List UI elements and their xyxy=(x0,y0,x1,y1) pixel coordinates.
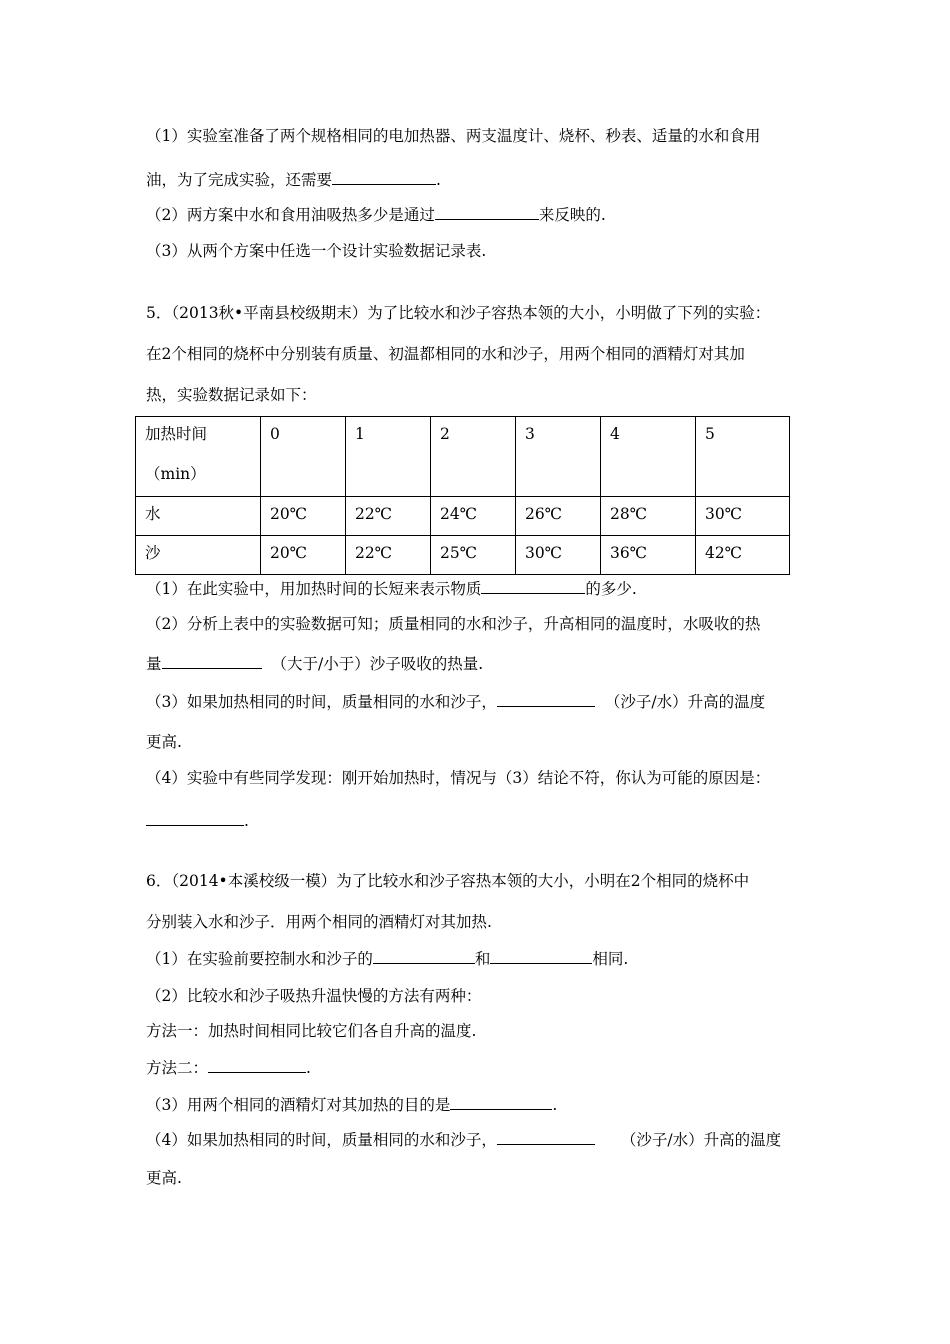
row-label: 沙 xyxy=(136,536,261,575)
table-cell: 26℃ xyxy=(516,497,601,536)
q5-sub1-text: （1）在此实验中，用加热时间的长短来表示物质 xyxy=(146,580,482,598)
time-cell: 4 xyxy=(601,417,696,497)
q6-method2-end: . xyxy=(306,1059,311,1077)
q5-sub4-line1: （4）实验中有些同学发现：刚开始加热时，情况与（3）结论不符，你认为可能的原因是： xyxy=(146,769,771,787)
q5-sub2-line2 xyxy=(146,652,483,675)
table-row xyxy=(136,497,790,536)
q6-sub3-end: . xyxy=(552,1096,558,1114)
table-row xyxy=(136,536,790,575)
q5-sub3-line2: 更高. xyxy=(146,733,182,751)
answer-blank[interactable] xyxy=(490,947,592,964)
q5-sub2-end: （大于/小于）沙子吸收的热量. xyxy=(271,655,484,673)
q6-sub3-text: （3）用两个相同的酒精灯对其加热的目的是 xyxy=(146,1096,451,1114)
q5-sub3-end: （沙子/水）升高的温度 xyxy=(604,693,766,711)
table-cell: 30℃ xyxy=(696,497,790,536)
q5-stem-line1: 5．（2013秋•平南县校级期末）为了比较水和沙子容热本领的大小，小明做了下列的实验： xyxy=(146,304,771,322)
q6-sub4-line2: 更高. xyxy=(146,1169,182,1187)
q4-part3: （3）从两个方案中任选一个设计实验数据记录表. xyxy=(146,242,487,260)
answer-blank[interactable] xyxy=(208,1056,306,1073)
q5-stem-line3: 热，实验数据记录如下： xyxy=(146,386,317,404)
time-cell: 2 xyxy=(431,417,516,497)
header-unit: （min） xyxy=(145,465,206,483)
q4-part1-text: 油，为了完成实验，还需要 xyxy=(146,171,333,189)
table-cell: 20℃ xyxy=(261,497,346,536)
q5-sub4-end: . xyxy=(244,812,249,830)
q6-sub1-text: （1）在实验前要控制水和沙子的 xyxy=(146,950,373,968)
table-cell: 30℃ xyxy=(516,536,601,575)
q5-sub1 xyxy=(146,577,637,600)
table-cell: 22℃ xyxy=(346,497,431,536)
q5-sub1-end: 的多少. xyxy=(585,580,637,598)
table-cell: 42℃ xyxy=(696,536,790,575)
q6-sub4-line1 xyxy=(146,1128,781,1151)
answer-blank[interactable] xyxy=(450,1093,552,1110)
table-header-row xyxy=(136,417,790,497)
table-cell: 28℃ xyxy=(601,497,696,536)
table-cell: 25℃ xyxy=(431,536,516,575)
data-table xyxy=(135,416,790,575)
table-cell: 22℃ xyxy=(346,536,431,575)
answer-blank[interactable] xyxy=(146,809,244,826)
time-cell: 0 xyxy=(261,417,346,497)
q4-part1-line2 xyxy=(146,168,441,191)
q6-sub4-end: （沙子/水）升高的温度 xyxy=(620,1131,782,1149)
answer-blank[interactable] xyxy=(332,168,436,185)
answer-blank[interactable] xyxy=(162,652,262,669)
header-label: 加热时间 xyxy=(145,425,208,443)
table-cell: 24℃ xyxy=(431,497,516,536)
q6-method2-text: 方法二： xyxy=(146,1059,209,1077)
q6-stem-line2: 分别装入水和沙子．用两个相同的酒精灯对其加热. xyxy=(146,913,492,931)
q4-part1-end: . xyxy=(436,171,441,189)
answer-blank[interactable] xyxy=(497,690,595,707)
q6-sub4-text: （4）如果加热相同的时间，质量相同的水和沙子， xyxy=(146,1131,497,1149)
answer-blank[interactable] xyxy=(497,1128,595,1145)
header-cell xyxy=(136,417,261,497)
row-label: 水 xyxy=(136,497,261,536)
time-cell: 5 xyxy=(696,417,790,497)
q5-sub4-line2 xyxy=(146,809,249,832)
q6-sub2: （2）比较水和沙子吸热升温快慢的方法有两种： xyxy=(146,987,482,1005)
q6-sub1 xyxy=(146,947,628,970)
q6-method2 xyxy=(146,1056,311,1079)
q6-method1: 方法一：加热时间相同比较它们各自升高的温度. xyxy=(146,1022,477,1040)
q5-sub2-line1: （2）分析上表中的实验数据可知；质量相同的水和沙子，升高相同的温度时，水吸收的热 xyxy=(146,615,761,633)
q4-part2 xyxy=(146,203,606,226)
table-cell: 36℃ xyxy=(601,536,696,575)
answer-blank[interactable] xyxy=(435,203,539,220)
q6-sub3 xyxy=(146,1093,557,1116)
q4-part2-text: （2）两方案中水和食用油吸热多少是通过 xyxy=(146,206,435,224)
time-cell: 1 xyxy=(346,417,431,497)
answer-blank[interactable] xyxy=(373,947,475,964)
table-cell: 20℃ xyxy=(261,536,346,575)
q6-sub1-end: 相同. xyxy=(592,950,629,968)
q5-sub3-text: （3）如果加热相同的时间，质量相同的水和沙子， xyxy=(146,693,497,711)
q5-stem-line2: 在2个相同的烧杯中分别装有质量、初温都相同的水和沙子，用两个相同的酒精灯对其加 xyxy=(146,345,745,363)
q4-part2-end: 来反映的. xyxy=(538,206,606,224)
q6-sub1-mid: 和 xyxy=(474,950,491,968)
q6-stem-line1: 6．（2014•本溪校级一模）为了比较水和沙子容热本领的大小，小明在2个相同的烧杯中 xyxy=(146,872,750,890)
answer-blank[interactable] xyxy=(481,577,585,594)
time-cell: 3 xyxy=(516,417,601,497)
q4-part1-line1: （1）实验室准备了两个规格相同的电加热器、两支温度计、烧杯、秒表、适量的水和食用 xyxy=(146,127,761,145)
q5-sub2-text: 量 xyxy=(146,655,162,673)
q5-sub3-line1 xyxy=(146,690,765,713)
